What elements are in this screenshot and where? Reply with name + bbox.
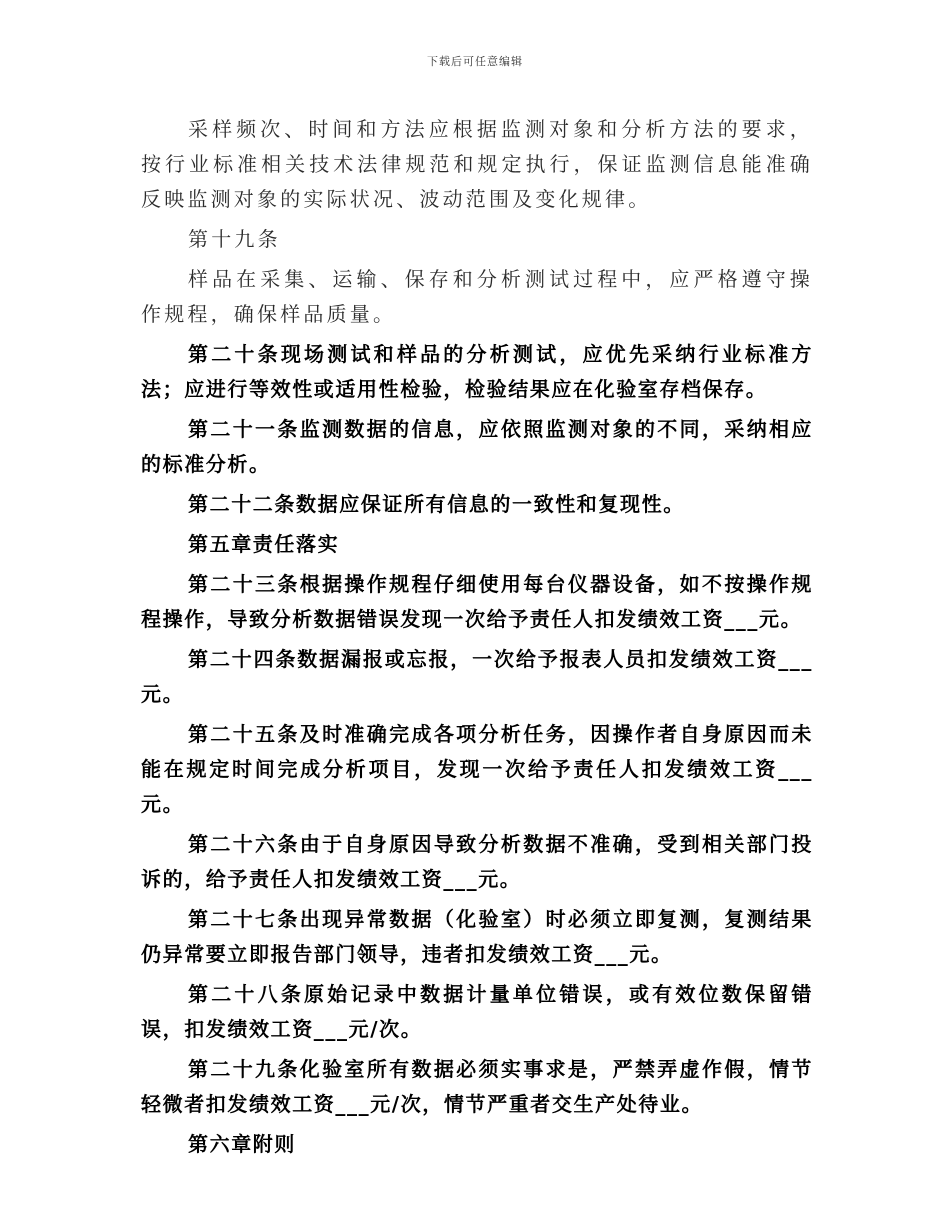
article-28: 第二十八条原始记录中数据计量单位错误，或有效位数保留错误，扣发绩效工资___元/次。: [141, 982, 813, 1041]
article-23: 第二十三条根据操作规程仔细使用每台仪器设备，如不按操作规程操作，导致分析数据错误发现一次给予责任人扣发绩效工资___元。: [141, 572, 813, 631]
article-25: 第二十五条及时准确完成各项分析任务，因操作者自身原因而未能在规定时间完成分析项目，发现一次给予责任人扣发绩效工资___元。: [141, 722, 813, 816]
paragraph-sample-quality: 样品在采集、运输、保存和分析测试过程中，应严格遵守操作规程，确保样品质量。: [141, 267, 813, 326]
article-19-heading: 第十九条: [188, 227, 281, 251]
article-20: 第二十条现场测试和样品的分析测试，应优先采纳行业标准方法；应进行等效性或适用性检验，检验结果应在化验室存档保存。: [141, 342, 813, 401]
article-24: 第二十四条数据漏报或忘报，一次给予报表人员扣发绩效工资___元。: [141, 647, 813, 706]
chapter-6-heading: 第六章附则: [188, 1132, 296, 1156]
document-body: [141, 112, 813, 1167]
article-29: 第二十九条化验室所有数据必须实事求是，严禁弄虚作假，情节轻微者扣发绩效工资___元/次，情节严重者交生产处待业。: [141, 1057, 813, 1116]
page-header: 下载后可任意编辑: [427, 55, 523, 68]
article-26: 第二十六条由于自身原因导致分析数据不准确，受到相关部门投诉的，给予责任人扣发绩效工资___元。: [141, 832, 813, 891]
article-21: 第二十一条监测数据的信息，应依照监测对象的不同，采纳相应的标准分析。: [141, 417, 813, 476]
article-27: 第二十七条出现异常数据（化验室）时必须立即复测，复测结果仍异常要立即报告部门领导，违者扣发绩效工资___元。: [141, 907, 813, 966]
chapter-5-heading: 第五章责任落实: [188, 532, 340, 556]
paragraph-sampling-requirements: 采样频次、时间和方法应根据监测对象和分析方法的要求，按行业标准相关技术法律规范和规定执行，保证监测信息能准确反映监测对象的实际状况、波动范围及变化规律。: [141, 117, 813, 211]
article-22: 第二十二条数据应保证所有信息的一致性和复现性。: [188, 492, 685, 516]
